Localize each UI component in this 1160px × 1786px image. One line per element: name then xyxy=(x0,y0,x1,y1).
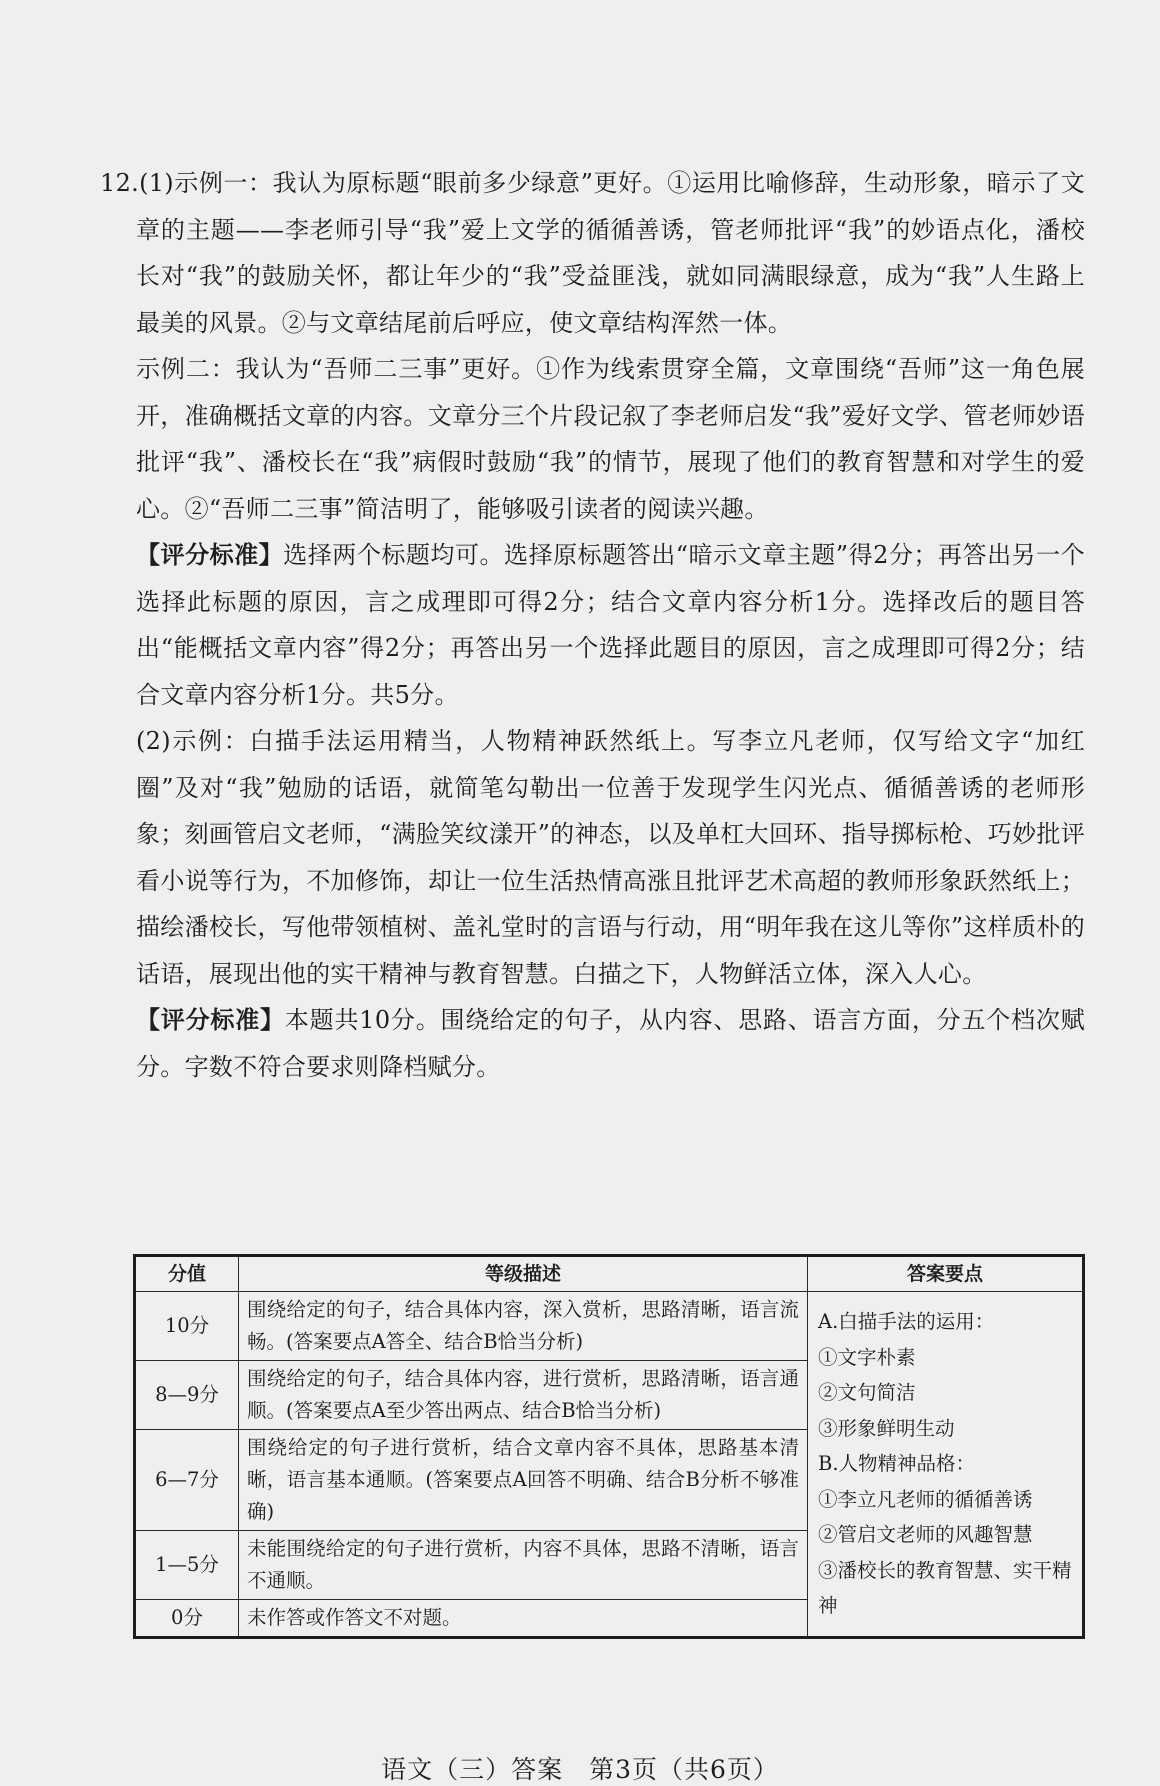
q12-part1-example1 xyxy=(100,160,1085,346)
answer-point: ①李立凡老师的循循善诱 xyxy=(818,1487,1033,1511)
scoring-label: 【评分标准】 xyxy=(136,541,284,569)
answer-content xyxy=(100,160,1085,1090)
answer-point: ②文句简洁 xyxy=(818,1381,916,1405)
q12-part2-scoring xyxy=(100,997,1085,1090)
scoring-rubric-table xyxy=(133,1254,1085,1639)
row-score: 0分 xyxy=(135,1600,239,1638)
row-score: 6—7分 xyxy=(135,1430,239,1531)
scoring-label: 【评分标准】 xyxy=(136,1006,285,1034)
question-number: 12. xyxy=(100,169,140,197)
answer-point: ③形象鲜明生动 xyxy=(818,1416,955,1440)
row-score: 8—9分 xyxy=(135,1361,239,1430)
q12-part1-scoring-text: 选择两个标题均可。选择原标题答出“暗示文章主题”得2分；再答出另一个选择此标题的原因，言之成理即可得2分；结合文章内容分析1分。选择改后的题目答出“能概括文章内容”得2分；再答出另一个选择此题目的原因，言之成理即可得2分；结合文章内容分析1分。共5分。 xyxy=(136,541,1085,709)
row-score: 1—5分 xyxy=(135,1531,239,1600)
row-description: 未能围绕给定的句子进行赏析，内容不具体，思路不清晰，语言不通顺。 xyxy=(239,1531,808,1600)
row-description: 围绕给定的句子，结合具体内容，深入赏析，思路清晰，语言流畅。(答案要点A答全、结合B恰当分析) xyxy=(239,1292,808,1361)
header-answer-points: 答案要点 xyxy=(808,1256,1084,1292)
q12-part1-example2: 示例二：我认为“吾师二三事”更好。①作为线索贯穿全篇，文章围绕“吾师”这一角色展开，准确概括文章的内容。文章分三个片段记叙了李老师启发“我”爱好文学、管老师妙语批评“我”、潘校长在“我”病假时鼓励“我”的情节，展现了他们的教育智慧和对学生的爱心。②“吾师二三事”简洁明了，能够吸引读者的阅读兴趣。 xyxy=(136,355,1085,523)
row-description: 围绕给定的句子进行赏析，结合文章内容不具体，思路基本清晰，语言基本通顺。(答案要点A回答不明确、结合B分析不够准确) xyxy=(239,1430,808,1531)
q12-part1-example1-text: (1)示例一：我认为原标题“眼前多少绿意”更好。①运用比喻修辞，生动形象，暗示了文章的主题——李老师引导“我”爱上文学的循循善诱，管老师批评“我”的妙语点化，潘校长对“我”的鼓励关怀，都让年少的“我”受益匪浅，就如同满眼绿意，成为“我”人生路上最美的风景。②与文章结尾前后呼应，使文章结构浑然一体。 xyxy=(136,169,1085,337)
answer-point: A.白描手法的运用： xyxy=(818,1310,995,1334)
row-description: 未作答或作答文不对题。 xyxy=(239,1600,808,1638)
answer-point: B.人物精神品格： xyxy=(818,1452,976,1476)
row-description: 围绕给定的句子，结合具体内容，进行赏析，思路清晰，语言通顺。(答案要点A至少答出两点、结合B恰当分析) xyxy=(239,1361,808,1430)
q12-part2-example: (2)示例：白描手法运用精当，人物精神跃然纸上。写李立凡老师，仅写给文字“加红圈”及对“我”勉励的话语，就简笔勾勒出一位善于发现学生闪光点、循循善诱的老师形象；刻画管启文老师，“满脸笑纹漾开”的神态，以及单杠大回环、指导掷标枪、巧妙批评看小说等行为，不加修饰，却让一位生活热情高涨且批评艺术高超的教师形象跃然纸上；描绘潘校长，写他带领植树、盖礼堂时的言语与行动，用“明年我在这儿等你”这样质朴的话语，展现出他的实干精神与教育智慧。白描之下，人物鲜活立体，深入人心。 xyxy=(136,727,1085,988)
header-score: 分值 xyxy=(135,1256,239,1292)
answer-point: ②管启文老师的风趣智慧 xyxy=(818,1523,1033,1547)
row-score: 10分 xyxy=(135,1292,239,1361)
table-header-row xyxy=(135,1256,1084,1292)
answer-point: ①文字朴素 xyxy=(818,1345,916,1369)
header-level-description: 等级描述 xyxy=(239,1256,808,1292)
table-row xyxy=(135,1292,1084,1361)
q12-part2-scoring-text: 本题共10分。围绕给定的句子，从内容、思路、语言方面，分五个档次赋分。字数不符合要求则降档赋分。 xyxy=(136,1006,1085,1081)
answer-point: ③潘校长的教育智慧、实干精神 xyxy=(818,1558,1072,1618)
page-footer: 语文（三）答案 第3页（共6页） xyxy=(381,1755,779,1784)
answer-points-cell xyxy=(808,1292,1084,1638)
q12-part1-scoring xyxy=(100,532,1085,718)
